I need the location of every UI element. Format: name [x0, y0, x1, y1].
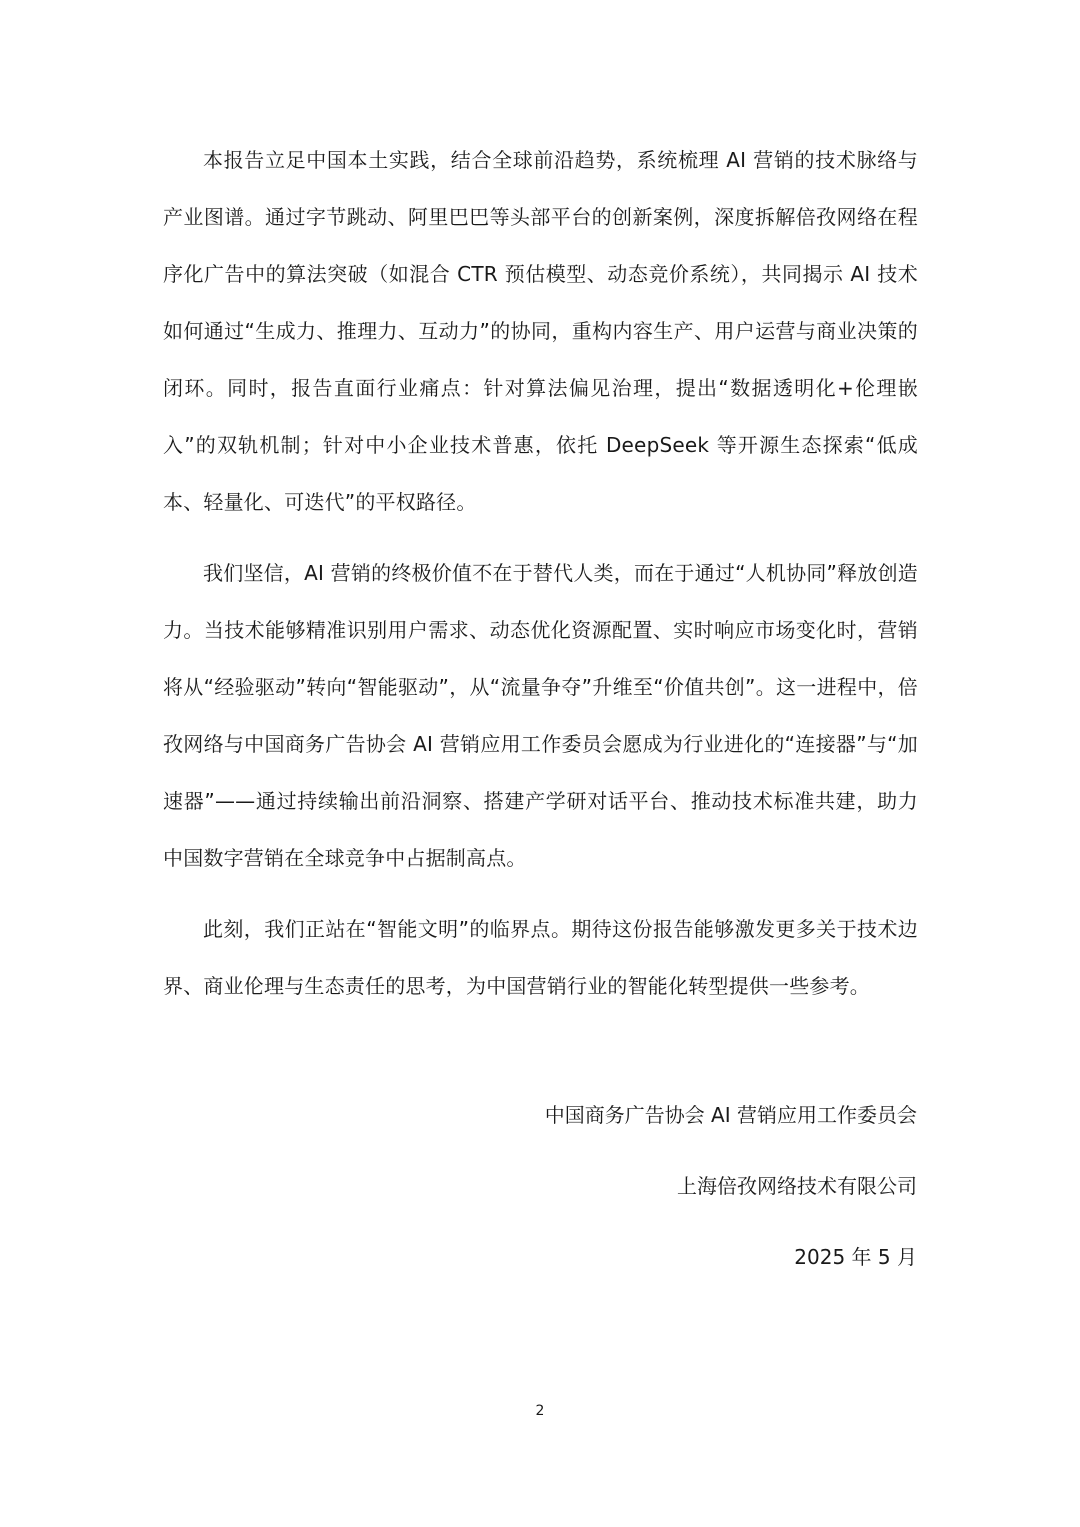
paragraph-closing: 此刻，我们正站在“智能文明”的临界点。期待这份报告能够激发更多关于技术边界、商业伦理与生态责任的思考，为中国营销行业的智能化转型提供一些参考。 [163, 917, 918, 998]
body-text [163, 132, 918, 1015]
page-number: 2 [535, 1403, 545, 1419]
signature-company: 上海倍孜网络技术有限公司 [677, 1174, 917, 1198]
signature-organization: 中国商务广告协会 AI 营销应用工作委员会 [544, 1103, 917, 1127]
signature-date: 2025 年 5 月 [794, 1245, 917, 1269]
paragraph-belief: 我们坚信，AI 营销的终极价值不在于替代人类，而在于通过“人机协同”释放创造力。当技术能够精准识别用户需求、动态优化资源配置、实时响应市场变化时，营销将从“经验驱动”转向“智能驱动”，从“流量争夺”升维至“价值共创”。这一进程中，倍孜网络与中国商务广告协会 AI 营销应用工作委员会愿成为行业进化的“连接器”与“加速器”——通过持续输出前沿洞察、搭建产学研对话平台、推动技术标准共建，助力中国数字营销在全球竞争中占据制高点。 [163, 561, 918, 870]
paragraph-intro: 本报告立足中国本土实践，结合全球前沿趋势，系统梳理 AI 营销的技术脉络与产业图谱。通过字节跳动、阿里巴巴等头部平台的创新案例，深度拆解倍孜网络在程序化广告中的算法突破（如混合 CTR 预估模型、动态竞价系统），共同揭示 AI 技术如何通过“生成力、推理力、互动力”的协同，重构内容生产、用户运营与商业决策的闭环。同时，报告直面行业痛点：针对算法偏见治理，提出“数据透明化+伦理嵌入”的双轨机制；针对中小企业技术普惠，依托 DeepSeek 等开源生态探索“低成本、轻量化、可迭代”的平权路径。 [163, 148, 918, 514]
signature-block [545, 1098, 917, 1311]
